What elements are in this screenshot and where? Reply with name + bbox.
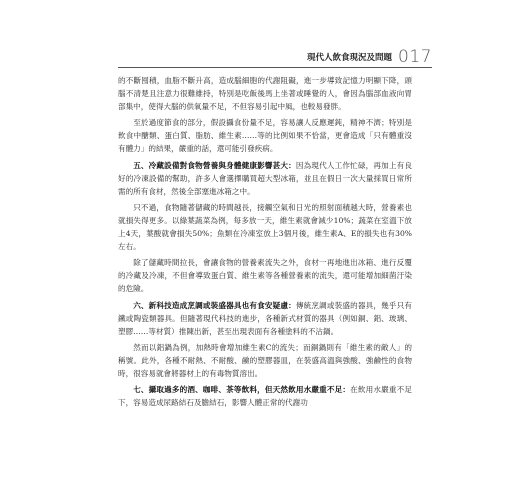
paragraph-text: 至於過度節食的部分，假設攝食份量不足，容易讓人反應遲鈍，精神不濟；特別是飲食中醣類、蛋白質、脂肪、維生素……等的比例如果不恰當，更會造成「只有體重沒有體力」的結果，嚴重的話，還可能引發疾病。 (118, 118, 412, 154)
paragraph-heading: 七、攝取過多的酒、咖啡、茶等飲料，但天然飲用水嚴重不足： (133, 385, 351, 395)
paragraph-heading: 六、新科技造成烹調或裝盛器具也有食安疑慮： (133, 300, 296, 310)
paragraph (118, 201, 412, 253)
body-text (118, 74, 412, 412)
paragraph-text: 傳統烹調或裝盛的器具，幾乎只有鐵或陶瓷類器具。但隨著現代科技的進步，各種新式材質的器具（例如銅、鋁、玻璃、塑膠……等材質）推陳出新，甚至出現表面有各種塗料的不沾鍋。 (118, 300, 413, 336)
paragraph (118, 341, 412, 380)
paragraph-text: 因為現代人工作忙碌，再加上有良好的冷凍設備的幫助，許多人會選擇購買超大型冰箱，並且在假日一次大量採買日常所需的所有食材，然後全部塞進冰箱之中。 (118, 160, 413, 196)
running-header (307, 40, 432, 66)
paragraph-text: 然而以鋁鍋為例，加熱時會增加維生素C的流失；而銅鍋則有「維生素的敵人」的稱號。此外，各種不耐熱、不耐酸、鹼的塑膠器皿，在裝盛高溫與強酸、強鹼性的食物時，很容易就會將器材上的有毒物質溶出。 (118, 342, 412, 378)
chapter-title: 現代人飲食現況及問題 (307, 53, 393, 63)
paragraph-text: 的不斷囤積，血脂不斷升高，造成腦細胞的代謝阻礙，進一步導致記憶力明顯下降，頭腦不清楚且注意力很難維持，特別是吃飯後馬上坐著或睡覺的人，會因為腦部血液向胃部集中，使得大腦的供氧量不足，不但容易引起中風，也較易發胖。 (118, 76, 412, 112)
paragraph (118, 256, 412, 295)
paragraph (118, 299, 412, 338)
paragraph (118, 116, 412, 155)
paragraph (118, 383, 412, 409)
paragraph (118, 74, 412, 113)
paragraph (118, 159, 412, 198)
paragraph-text: 在飲用水嚴重不足下，容易造成尿路結石及膽結石，影響人體正常的代謝功 (118, 385, 413, 408)
paragraph-text: 除了儲藏時間拉長，會讓食物的營養素流失之外，食材一再地進出冰箱、進行反覆的冷藏及冷凍，不但會導致蛋白質、維生素等各種營養素的流失，還可能增加細菌汙染的危險。 (118, 258, 412, 294)
header-rule (118, 67, 432, 68)
paragraph-heading: 五、冷藏設備對食物營養與身體健康影響甚大： (133, 160, 296, 170)
page-number: 017 (398, 47, 432, 67)
paragraph-text: 只不過，食物隨著儲藏的時間越長，接觸空氣和日光的照射面積越大時，營養素也就損失得更多。以綠葉蔬菜為例，每多放一天，維生素就會減少10%；蔬菜在室溫下放上4天，葉酸就會損失50%；魚類在冷凍室放上3個月後，維生素A、E的損失也有30%左右。 (118, 202, 412, 252)
